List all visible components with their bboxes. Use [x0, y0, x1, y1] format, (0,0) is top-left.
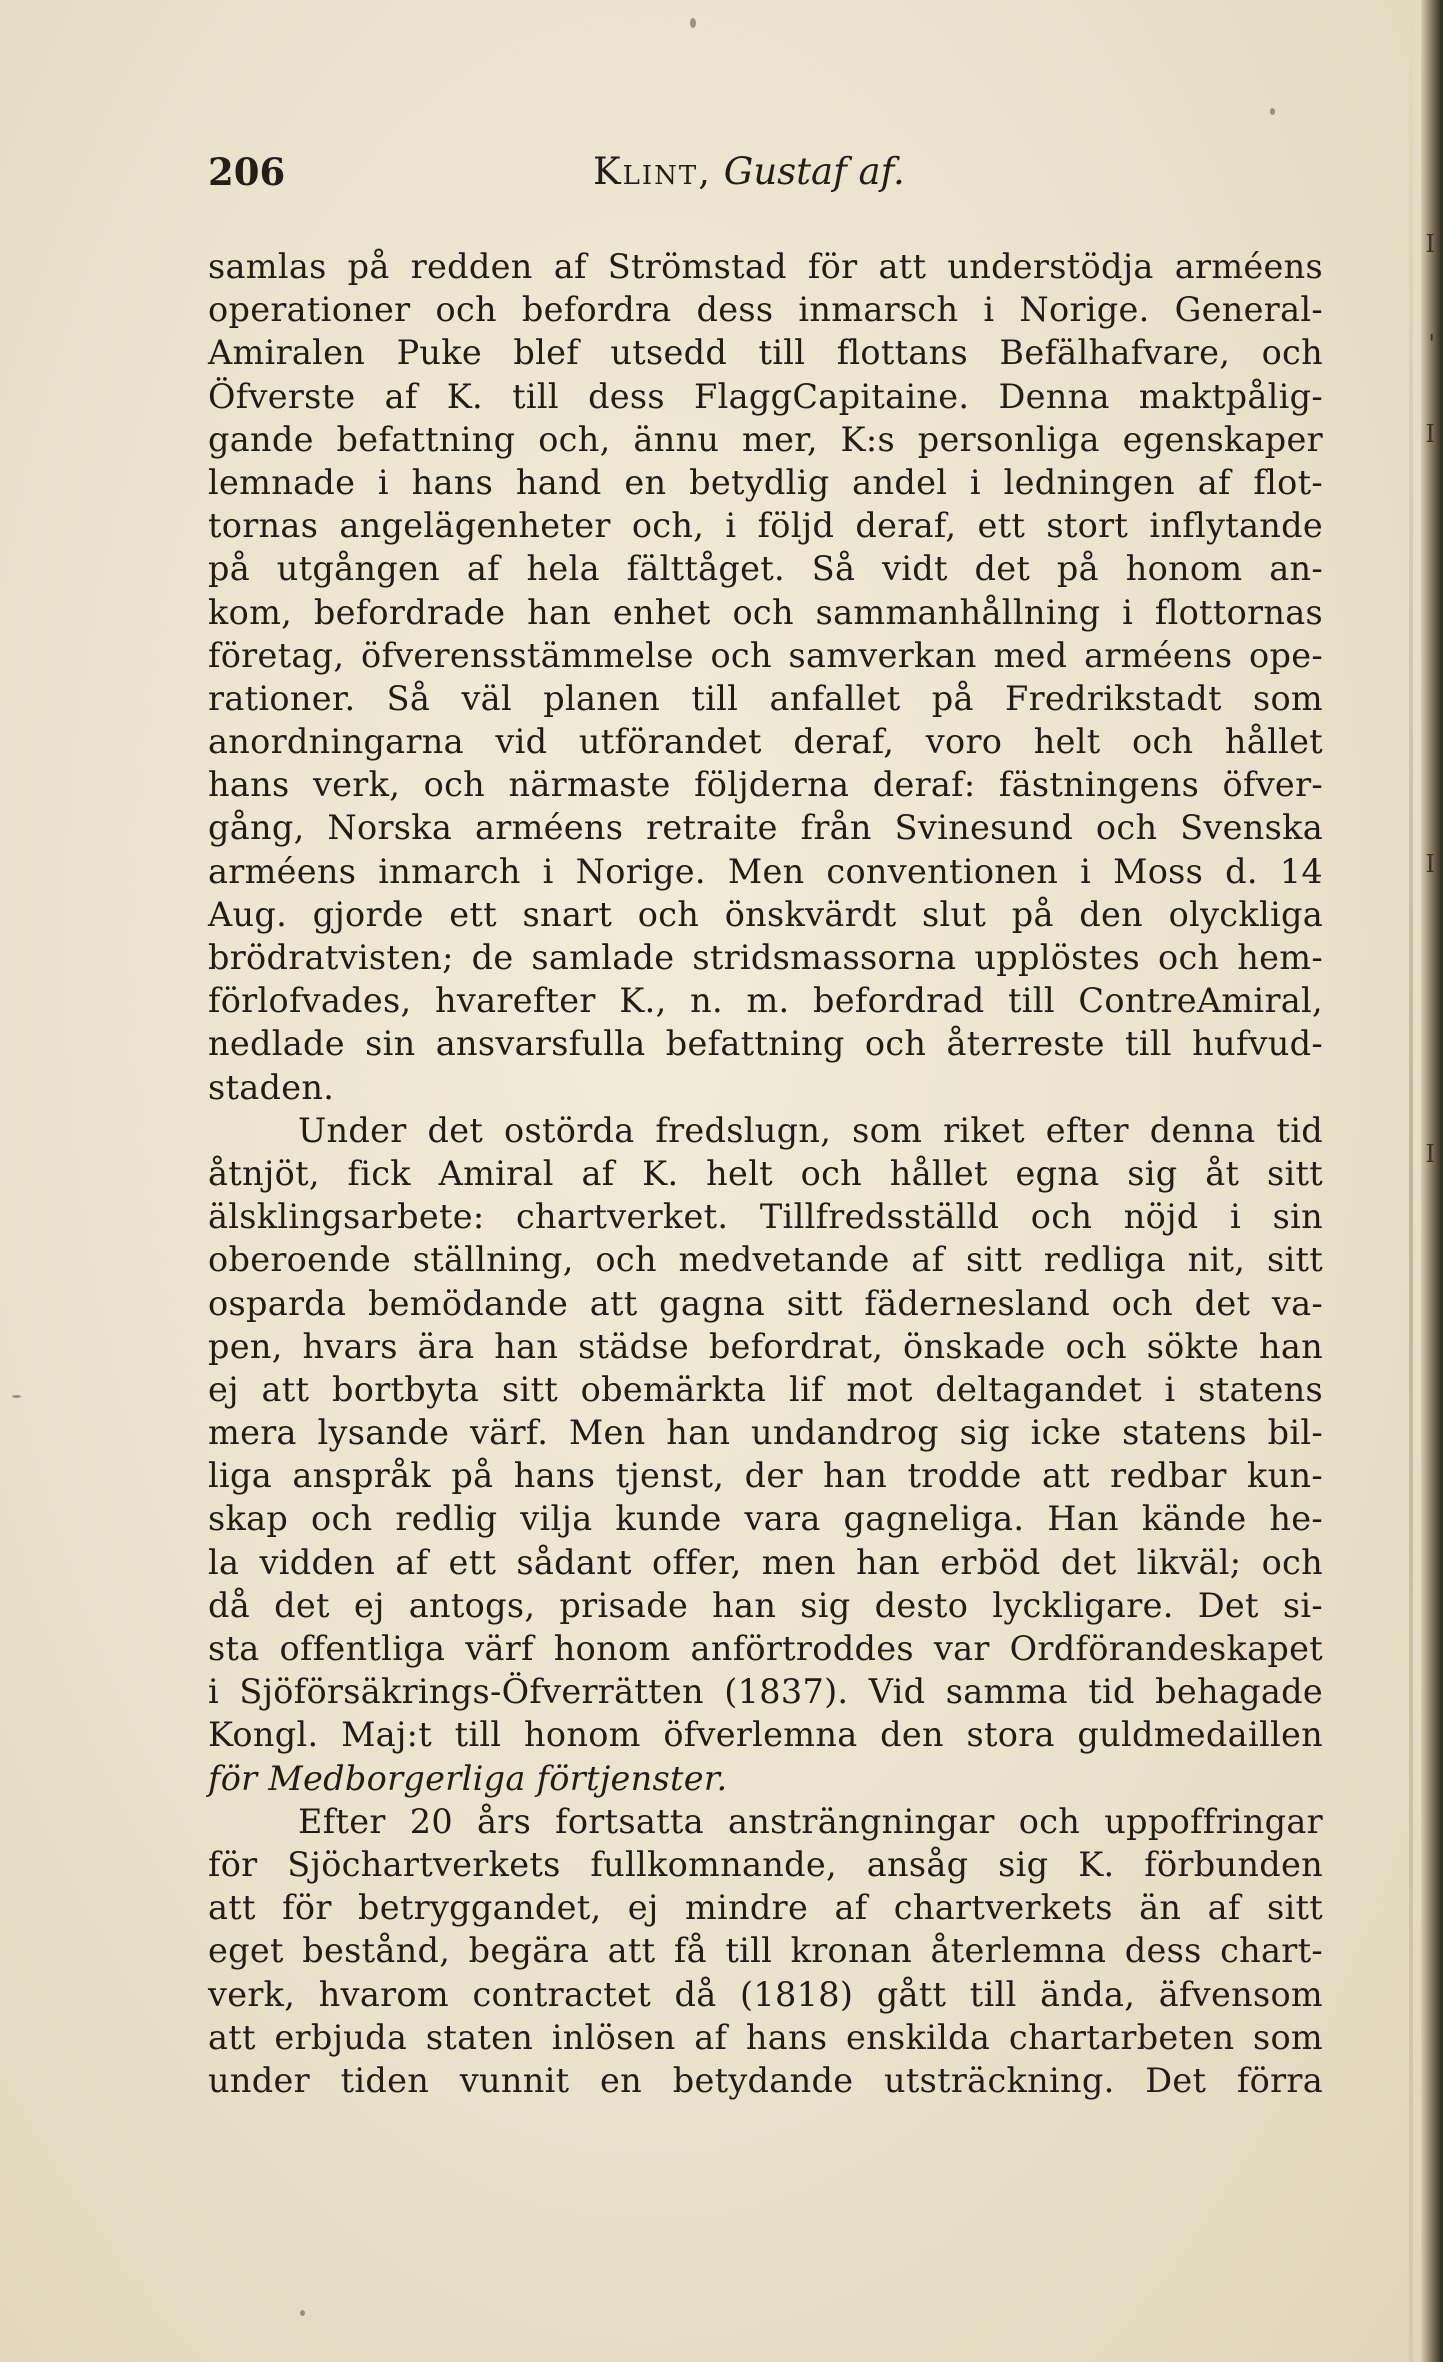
- text-line: eget bestånd, begära att få till kronan återlemna dess chart-: [208, 1931, 1323, 1971]
- text-line: att för betryggandet, ej mindre af chartverkets än af sitt: [208, 1888, 1323, 1928]
- text-line: skap och redlig vilja kunde vara gagneliga. Han kände he-: [208, 1499, 1323, 1539]
- page-number: 206: [208, 150, 286, 194]
- text-line: tornas angelägenheter och, i följd deraf, ett stort inflytande: [208, 506, 1323, 546]
- text-line: osparda bemödande att gagna sitt fädernesland och det va-: [208, 1283, 1323, 1323]
- text-line: Kongl. Maj:t till honom öfverlemna den stora guldmedaillen: [208, 1715, 1323, 1755]
- running-head: [593, 150, 905, 193]
- text-line: nedlade sin ansvarsfulla befattning och återreste till hufvud-: [208, 1024, 1323, 1064]
- margin-mark: I: [1425, 420, 1435, 448]
- text-line: arméens inmarch i Norige. Men conventionen i Moss d. 14: [208, 851, 1323, 891]
- text-line: under tiden vunnit en betydande utsträckning. Det förra: [208, 2060, 1323, 2100]
- text-line: anordningarna vid utförandet deraf, voro helt och hållet: [208, 722, 1323, 762]
- text-line: operationer och befordra dess inmarsch i Norige. General-: [208, 290, 1323, 330]
- text-line: då det ej antogs, prisade han sig desto lyckligare. Det si-: [208, 1585, 1323, 1625]
- text-line: pen, hvars ära han städse befordrat, önskade och sökte han: [208, 1326, 1323, 1366]
- text-line: Öfverste af K. till dess FlaggCapitaine. Denna maktpålig-: [208, 376, 1323, 416]
- text-line: Aug. gjorde ett snart och önskvärdt slut på den olyckliga: [208, 894, 1323, 934]
- page-crease: [1409, 0, 1413, 2362]
- text-line: staden.: [208, 1067, 335, 1107]
- text-line: älsklingsarbete: chartverket. Tillfredsställd och nöjd i sin: [208, 1197, 1323, 1237]
- margin-mark: I: [1425, 850, 1435, 878]
- page-header: [208, 150, 1323, 200]
- text-line: Under det ostörda fredslugn, som riket efter denna tid: [298, 1110, 1323, 1150]
- text-line: mera lysande värf. Men han undandrog sig icke statens bil-: [208, 1413, 1323, 1453]
- paper-speck: [1270, 108, 1275, 115]
- text-line: ej att bortbyta sitt obemärkta lif mot deltagandet i statens: [208, 1369, 1323, 1409]
- text-line: Efter 20 års fortsatta ansträngningar och uppoffringar: [298, 1801, 1323, 1841]
- paper-speck: [12, 1395, 21, 1398]
- text-line: för Sjöchartverkets fullkomnande, ansåg sig K. förbunden: [208, 1844, 1323, 1884]
- text-line: hans verk, och närmaste följderna deraf: fästningens öfver-: [208, 765, 1323, 805]
- text-line: i Sjöförsäkrings-Öfverrätten (1837). Vid samma tid behagade: [208, 1672, 1323, 1712]
- text-line: gande befattning och, ännu mer, K:s personliga egenskaper: [208, 419, 1323, 459]
- running-head-given: Gustaf af.: [723, 150, 905, 193]
- text-line: gång, Norska arméens retraite från Svinesund och Svenska: [208, 808, 1323, 848]
- text-line: åtnjöt, fick Amiral af K. helt och hållet egna sig åt sitt: [208, 1153, 1323, 1193]
- text-line: samlas på redden af Strömstad för att understödja arméens: [208, 247, 1323, 286]
- text-line: på utgången af hela fälttåget. Så vidt det på honom an-: [208, 549, 1323, 589]
- text-line: Amiralen Puke blef utsedd till flottans Befälhafvare, och: [208, 333, 1323, 373]
- text-line: sta offentliga värf honom anförtroddes var Ordförandeskapet: [208, 1629, 1323, 1668]
- text-line: förlofvades, hvarefter K., n. m. befordrad till ContreAmiral,: [208, 981, 1323, 1021]
- text-line: lemnade i hans hand en betydlig andel i ledningen af flot-: [208, 462, 1323, 502]
- text-line: att erbjuda staten inlösen af hans enskilda chartarbeten som: [208, 2017, 1323, 2057]
- text-line: verk, hvarom contractet då (1818) gått till ända, äfvensom: [208, 1974, 1323, 2014]
- margin-mark: ': [1428, 330, 1435, 358]
- text-line: för Medborgerliga förtjenster.: [208, 1758, 728, 1798]
- body-text: [208, 245, 1323, 2102]
- text-line: rationer. Så väl planen till anfallet på Fredrikstadt som: [208, 678, 1323, 718]
- text-line: företag, öfverensstämmelse och samverkan med arméens ope-: [208, 635, 1323, 675]
- text-line: brödratvisten; de samlade stridsmassorna upplöstes och hem-: [208, 938, 1323, 977]
- text-line: oberoende ställning, och medvetande af sitt redliga nit, sitt: [208, 1240, 1323, 1280]
- running-head-name: Klint,: [593, 150, 713, 193]
- paper-speck: [690, 18, 696, 28]
- text-line: kom, befordrade han enhet och sammanhållning i flottornas: [208, 592, 1323, 632]
- margin-mark: I: [1425, 230, 1435, 258]
- margin-mark: I: [1425, 1140, 1435, 1168]
- paper-speck: [300, 2310, 305, 2316]
- text-line: la vidden af ett sådant offer, men han erböd det likväl; och: [208, 1542, 1323, 1582]
- text-line: liga anspråk på hans tjenst, der han trodde att redbar kun-: [208, 1456, 1323, 1496]
